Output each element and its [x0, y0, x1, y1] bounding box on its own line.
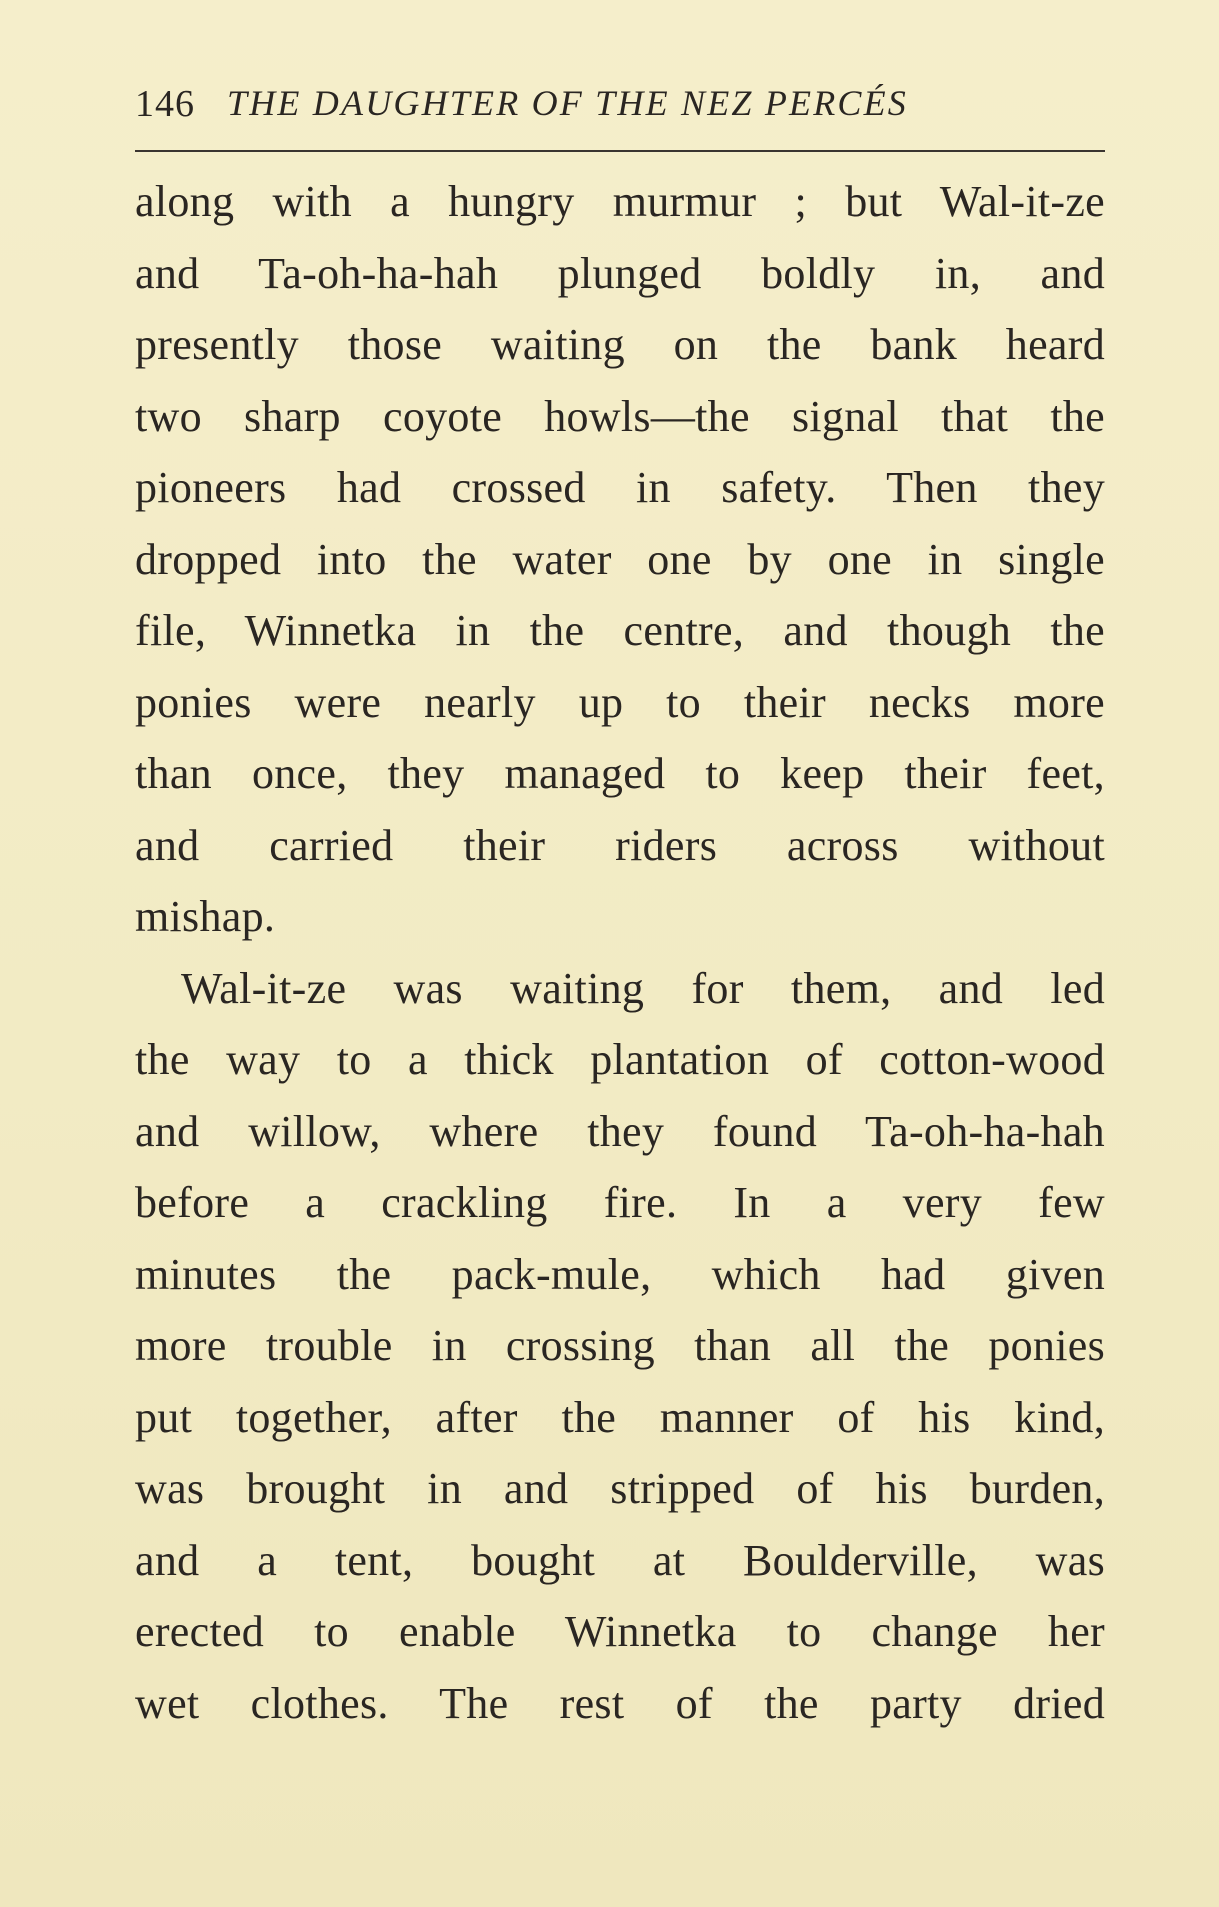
text-line: ponies were nearly up to their necks more [135, 677, 1105, 727]
body-text [135, 166, 1105, 1739]
header-rule [135, 150, 1105, 152]
text-line: and willow, where they found Ta-oh-ha-hah [135, 1106, 1105, 1156]
text-line: put together, after the manner of his kind, [135, 1392, 1105, 1442]
running-title: THE DAUGHTER OF THE NEZ PERCÉS [227, 83, 908, 123]
page-number: 146 [135, 83, 195, 125]
text-line: was brought in and stripped of his burden, [135, 1464, 1105, 1513]
text-line: wet clothes. The rest of the party dried [135, 1678, 1105, 1728]
text-line: and carried their riders across without [135, 820, 1105, 870]
text-line: dropped into the water one by one in single [135, 534, 1105, 584]
text-line: before a crackling fire. In a very few [135, 1178, 1105, 1227]
text-line: file, Winnetka in the centre, and though the [135, 606, 1105, 655]
text-line: presently those waiting on the bank heard [135, 320, 1105, 369]
text-line: the way to a thick plantation of cotton-wood [135, 1035, 1105, 1084]
page-header [135, 78, 1105, 138]
text-line: erected to enable Winnetka to change her [135, 1607, 1105, 1656]
text-line: more trouble in crossing than all the ponies [135, 1321, 1105, 1370]
text-line: minutes the pack-mule, which had given [135, 1249, 1105, 1299]
text-line: mishap. [135, 892, 276, 941]
text-line: pioneers had crossed in safety. Then they [135, 463, 1105, 512]
text-line: and a tent, bought at Boulderville, was [135, 1535, 1105, 1585]
text-line: than once, they managed to keep their feet, [135, 749, 1105, 798]
text-line: and Ta-oh-ha-hah plunged boldly in, and [135, 248, 1105, 298]
text-line: two sharp coyote howls—the signal that the [135, 391, 1105, 441]
text-line: along with a hungry murmur ; but Wal-it-ze [135, 177, 1105, 226]
text-line: Wal-it-ze was waiting for them, and led [181, 963, 1105, 1013]
